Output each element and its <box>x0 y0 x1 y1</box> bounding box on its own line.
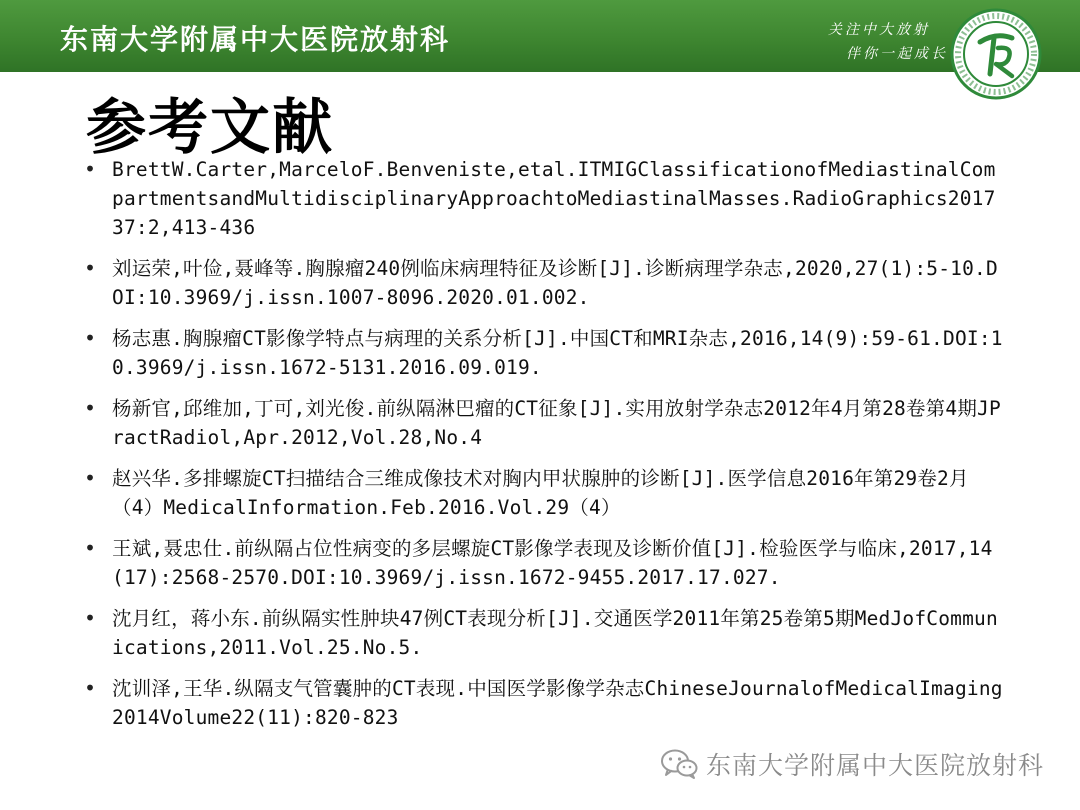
bullet-icon: • <box>84 536 97 560</box>
reference-item <box>84 394 1004 452</box>
reference-text: 赵兴华.多排螺旋CT扫描结合三维成像技术对胸内甲状腺肿的诊断[J].医学信息2016年第29卷2月（4）MedicalInformation.Feb.2016.Vol.29（4） <box>112 467 969 519</box>
bullet-icon: • <box>84 466 97 490</box>
slogan-line-2: 伴你一起成长 <box>846 46 948 62</box>
reference-text: 杨志惠.胸腺瘤CT影像学特点与病理的关系分析[J].中国CT和MRI杂志,2016,14(9):59-61.DOI:10.3969/j.issn.1672-5131.2016.09.019. <box>112 327 1003 379</box>
reference-text: 沈训泽,王华.纵隔支气管囊肿的CT表现.中国医学影像学杂志ChineseJournalofMedicalImaging2014Volume22(11):820-823 <box>112 677 1003 729</box>
bullet-icon: • <box>84 676 97 700</box>
header-title: 东南大学附属中大医院放射科 <box>60 23 451 56</box>
reference-item <box>84 674 1004 732</box>
bullet-icon: • <box>84 396 97 420</box>
header-bar <box>0 0 1080 72</box>
watermark-text: 东南大学附属中大医院放射科 <box>705 751 1044 780</box>
page-title: 参考文献 <box>86 93 334 163</box>
bullet-icon: • <box>84 256 97 280</box>
reference-list <box>84 155 1004 732</box>
reference-text: BrettW.Carter,MarceloF.Benveniste,etal.ITMIGClassificationofMediastinalCompartmentsandMultidisciplinaryApproachtoMediastinalMasses.RadioGraphics201737:2,413-436 <box>112 158 996 239</box>
slogan <box>828 18 948 66</box>
bullet-icon: • <box>84 606 97 630</box>
wechat-icon <box>660 748 698 780</box>
slogan-line-1: 关注中大放射 <box>828 22 930 38</box>
reference-item <box>84 155 1004 242</box>
reference-text: 王斌,聂忠仕.前纵隔占位性病变的多层螺旋CT影像学表现及诊断价值[J].检验医学与临床,2017,14(17):2568-2570.DOI:10.3969/j.issn.1672-9455.2017.17.027. <box>112 537 993 589</box>
watermark <box>660 746 1044 782</box>
reference-item <box>84 464 1004 522</box>
bullet-icon: • <box>84 326 97 350</box>
reference-item <box>84 324 1004 382</box>
department-logo-icon <box>950 8 1042 100</box>
reference-text: 刘运荣,叶俭,聂峰等.胸腺瘤240例临床病理特征及诊断[J].诊断病理学杂志,2020,27(1):5-10.DOI:10.3969/j.issn.1007-8096.2020.01.002. <box>112 257 998 309</box>
reference-text: 沈月红，蒋小东.前纵隔实性肿块47例CT表现分析[J].交通医学2011年第25卷第5期MedJofCommunications,2011.Vol.25.No.5. <box>112 607 998 659</box>
bullet-icon: • <box>84 157 97 181</box>
reference-item <box>84 604 1004 662</box>
reference-item <box>84 534 1004 592</box>
reference-item <box>84 254 1004 312</box>
reference-text: 杨新官,邱维加,丁可,刘光俊.前纵隔淋巴瘤的CT征象[J].实用放射学杂志2012年4月第28卷第4期JPractRadiol,Apr.2012,Vol.28,No.4 <box>112 397 1001 449</box>
